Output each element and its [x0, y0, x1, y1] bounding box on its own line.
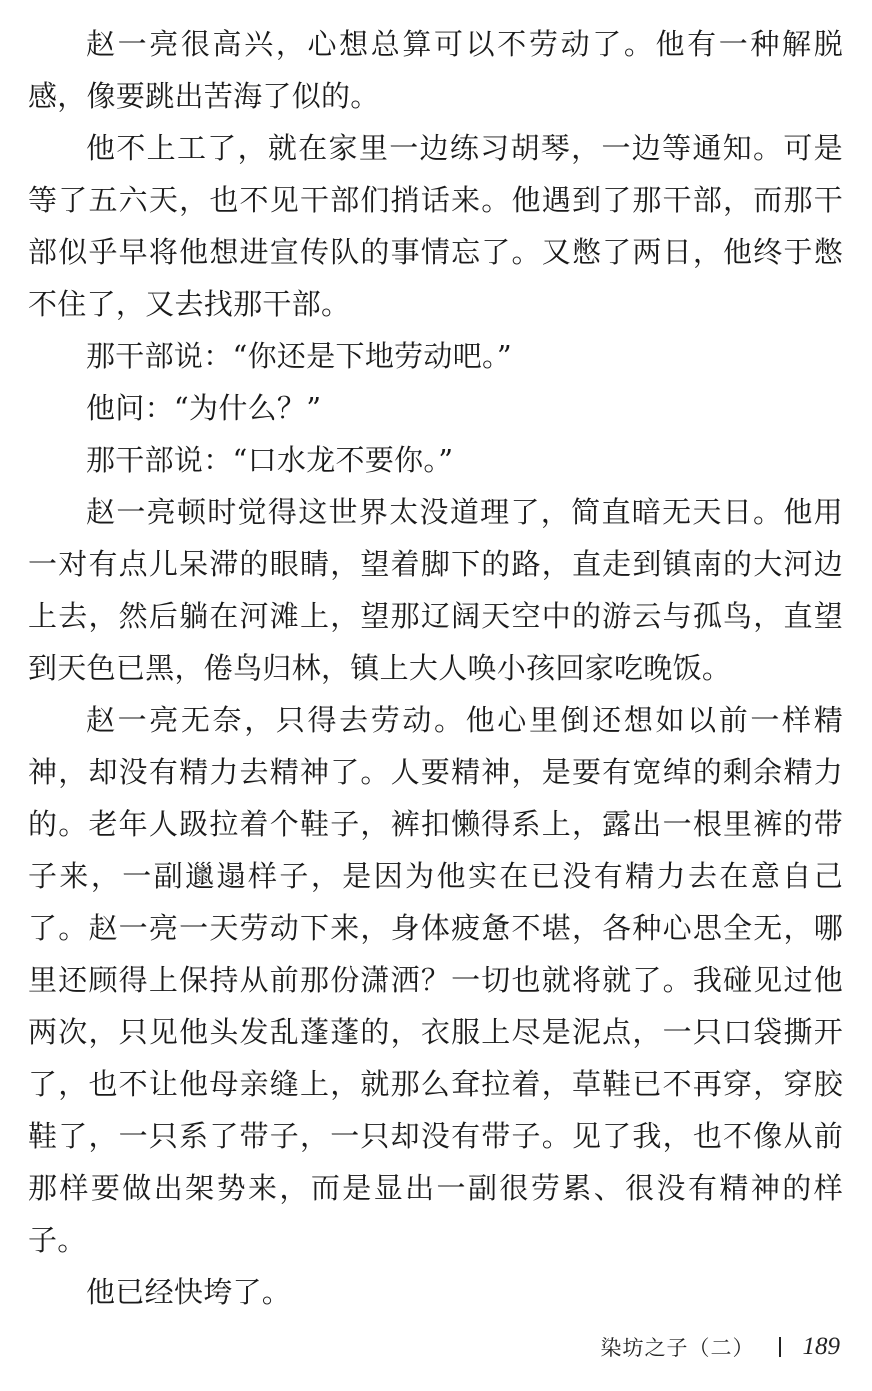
paragraph-4: 他问：“为什么？”	[86, 391, 322, 425]
paragraph-6: 赵一亮顿时觉得这世界太没道理了，简直暗无天日。他用一对有点儿呆滞的眼睛，望着脚下的路，直走到镇南的大河边上去，然后躺在河滩上，望那辽阔天空中的游云与孤鸟，直望到天色已黑，倦鸟归林，镇上大人唤小孩回家吃晚饭。	[28, 495, 843, 685]
page-footer	[601, 1332, 841, 1362]
paragraph-7: 赵一亮无奈，只得去劳动。他心里倒还想如以前一样精神，却没有精力去精神了。人要精神，是要有宽绰的剩余精力的。老年人趿拉着个鞋子，裤扣懒得系上，露出一根里裤的带子来，一副邋遢样子，是因为他实在已没有精力去在意自己了。赵一亮一天劳动下来，身体疲惫不堪，各种心思全无，哪里还顾得上保持从前那份潇洒？一切也就将就了。我碰见过他两次，只见他头发乱蓬蓬的，衣服上尽是泥点，一只口袋撕开了，也不让他母亲缝上，就那么耷拉着，草鞋已不再穿，穿胶鞋了，一只系了带子，一只却没有带子。见了我，也不像从前那样要做出架势来，而是显出一副很劳累、很没有精神的样子。	[28, 703, 843, 1257]
paragraph-1: 赵一亮很高兴，心想总算可以不劳动了。他有一种解脱感，像要跳出苦海了似的。	[28, 27, 843, 113]
paragraph-2: 他不上工了，就在家里一边练习胡琴，一边等通知。可是等了五六天，也不见干部们捎话来。他遇到了那干部，而那干部似乎早将他想进宣传队的事情忘了。又憋了两日，他终于憋不住了，又去找那干部。	[28, 131, 843, 321]
page-number: 189	[802, 1333, 840, 1360]
page-body	[28, 18, 843, 1318]
running-head: 染坊之子（二）	[600, 1336, 755, 1360]
paragraph-8: 他已经快垮了。	[86, 1275, 292, 1309]
footer-divider	[779, 1337, 781, 1357]
paragraph-3: 那干部说：“你还是下地劳动吧。”	[86, 339, 512, 373]
paragraph-5: 那干部说：“口水龙不要你。”	[86, 443, 454, 477]
